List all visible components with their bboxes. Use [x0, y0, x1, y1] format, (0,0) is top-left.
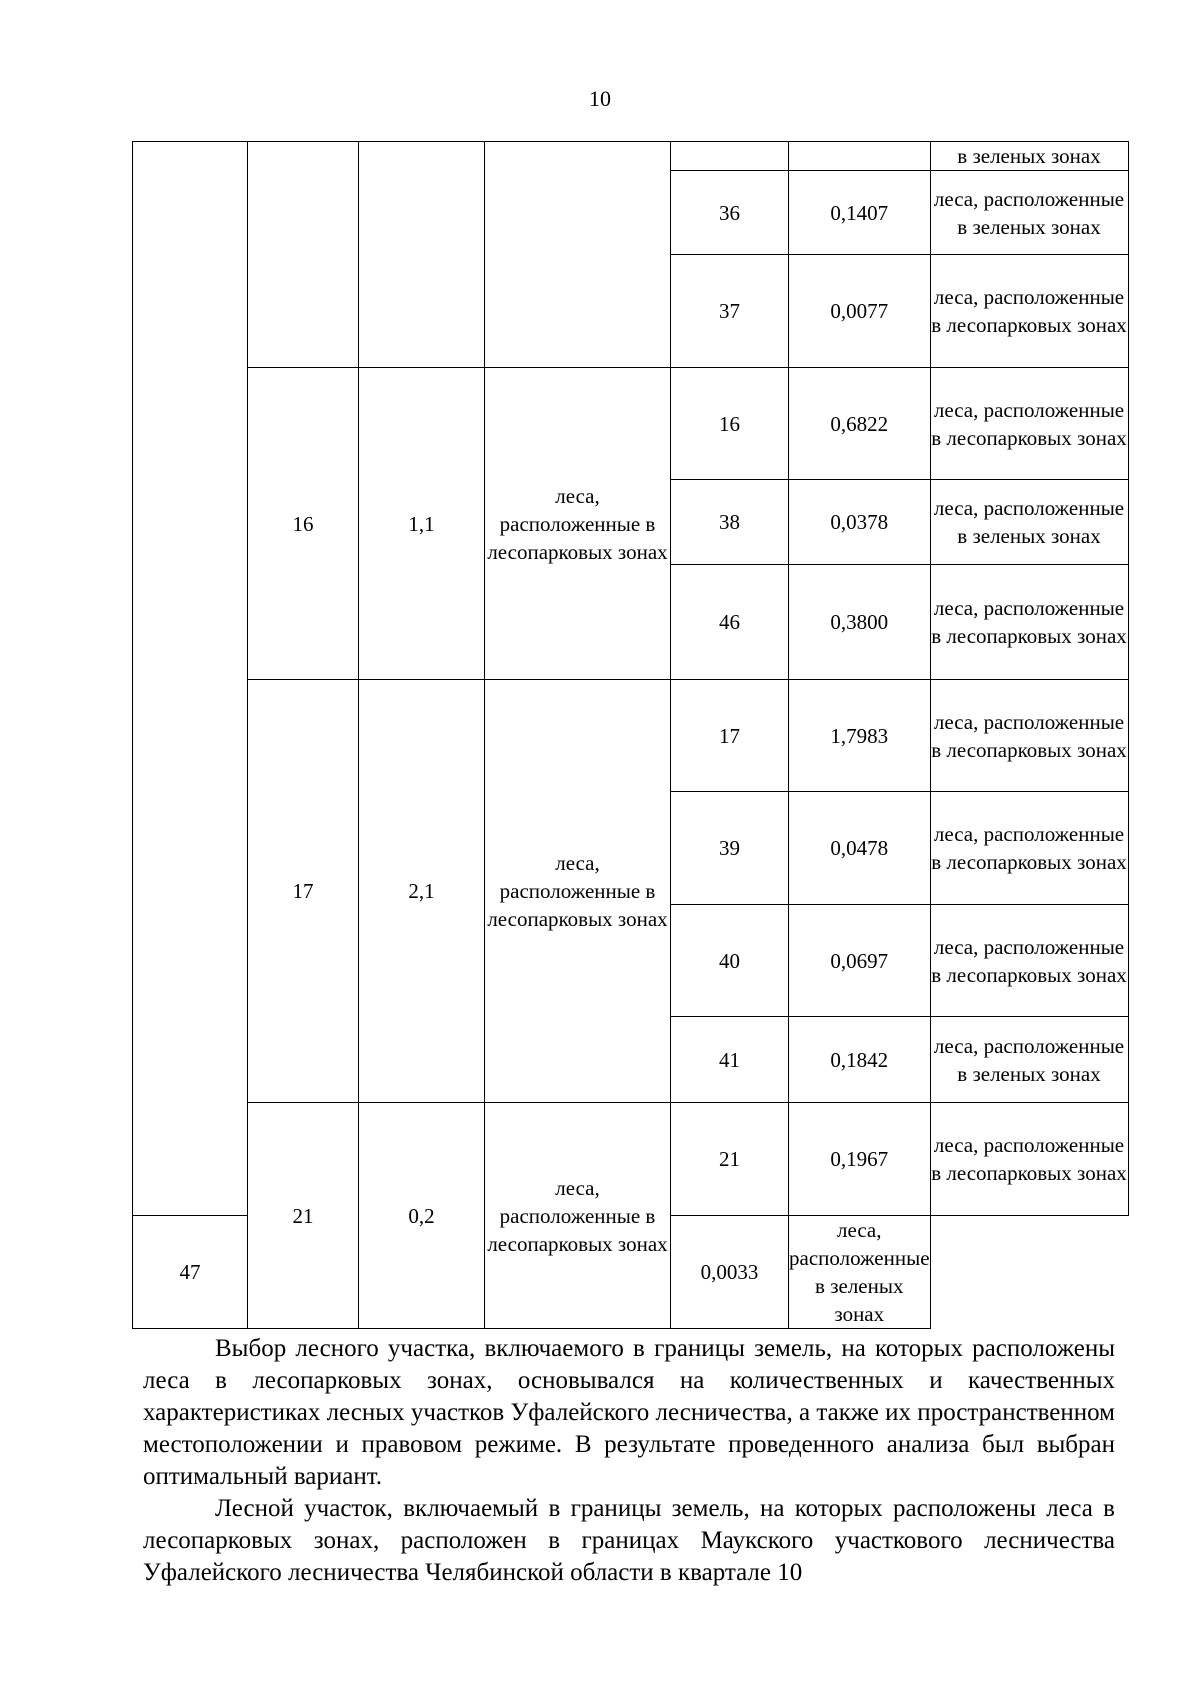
plot-area-cell: 0,1407: [789, 171, 931, 255]
plot-area-cell: 0,0077: [789, 255, 931, 368]
plot-area-cell: 0,3800: [789, 565, 931, 680]
plot-number-cell: 39: [671, 792, 789, 905]
quarter-cell: 21: [248, 1103, 359, 1329]
plot-type-cell: леса, расположенные в зеленых зонах: [789, 1216, 931, 1329]
quarter-type-cell: [485, 142, 671, 368]
plot-number-cell: 41: [671, 1017, 789, 1103]
quarter-cell: 17: [248, 680, 359, 1103]
plot-area-cell: 0,0697: [789, 905, 931, 1017]
quarter-type-cell: леса, расположенные в лесопарковых зонах: [485, 368, 671, 680]
plot-type-cell: леса, расположенные в лесопарковых зонах: [930, 680, 1128, 792]
plot-type-cell: леса, расположенные в зеленых зонах: [930, 1017, 1128, 1103]
plot-area-cell: 0,6822: [789, 368, 931, 480]
plot-number-cell: 17: [671, 680, 789, 792]
table-row: [133, 368, 1129, 480]
plot-area-cell: 0,1842: [789, 1017, 931, 1103]
plot-number-cell: 36: [671, 171, 789, 255]
plot-area-cell: 1,7983: [789, 680, 931, 792]
table-row: [133, 142, 1129, 171]
plot-area-cell: 0,1967: [789, 1103, 931, 1216]
plot-number-cell: 37: [671, 255, 789, 368]
plot-type-cell: леса, расположенные в лесопарковых зонах: [930, 255, 1128, 368]
plot-area-cell: [789, 142, 931, 171]
table-row: [133, 680, 1129, 792]
quarter-cell: [248, 142, 359, 368]
quarter-area-cell: [359, 142, 485, 368]
plot-number-cell: [671, 142, 789, 171]
plot-type-cell: леса, расположенные в зеленых зонах: [930, 171, 1128, 255]
quarter-area-cell: 2,1: [359, 680, 485, 1103]
plot-number-cell: 16: [671, 368, 789, 480]
page-number: 10: [589, 86, 611, 111]
plot-type-cell: леса, расположенные в лесопарковых зонах: [930, 792, 1128, 905]
plot-type-cell: леса, расположенные в лесопарковых зонах: [930, 905, 1128, 1017]
plot-number-cell: 40: [671, 905, 789, 1017]
plot-number-cell: 21: [671, 1103, 789, 1216]
quarter-area-cell: 1,1: [359, 368, 485, 680]
quarter-cell: 16: [248, 368, 359, 680]
quarter-type-cell: леса, расположенные в лесопарковых зонах: [485, 680, 671, 1103]
continuation-column-cell: [133, 142, 248, 1216]
forest-plots-table: [132, 141, 1129, 1329]
plot-area-cell: 0,0033: [671, 1216, 789, 1329]
quarter-type-cell: леса, расположенные в лесопарковых зонах: [485, 1103, 671, 1329]
quarter-area-cell: 0,2: [359, 1103, 485, 1329]
table-row: [133, 1103, 1129, 1216]
plot-type-cell: леса, расположенные в лесопарковых зонах: [930, 565, 1128, 680]
plot-area-cell: 0,0478: [789, 792, 931, 905]
body-paragraph: Выбор лесного участка, включаемого в границы земель, на которых расположены леса в лесопарковых зонах, основывался на количественных и качественных характеристиках лесных участков Уфалейского лесничества, а также их пространственном местоположении и правовом режиме. В результате проведенного анализа был выбран оптимальный вариант.: [143, 1335, 1115, 1490]
plot-number-cell: 46: [671, 565, 789, 680]
plot-type-cell: в зеленых зонах: [930, 142, 1128, 171]
plot-number-cell: 38: [671, 480, 789, 565]
body-paragraph: Лесной участок, включаемый в границы земель, на которых расположены леса в лесопарковых зонах, расположен в границах Маукского участкового лесничества Уфалейского лесничества Челябинской области в квартале 10: [143, 1495, 1115, 1586]
plot-number-cell: 47: [133, 1216, 248, 1329]
plot-type-cell: леса, расположенные в зеленых зонах: [930, 480, 1128, 565]
plot-area-cell: 0,0378: [789, 480, 931, 565]
plot-type-cell: леса, расположенные в лесопарковых зонах: [930, 1103, 1128, 1216]
plot-type-cell: леса, расположенные в лесопарковых зонах: [930, 368, 1128, 480]
